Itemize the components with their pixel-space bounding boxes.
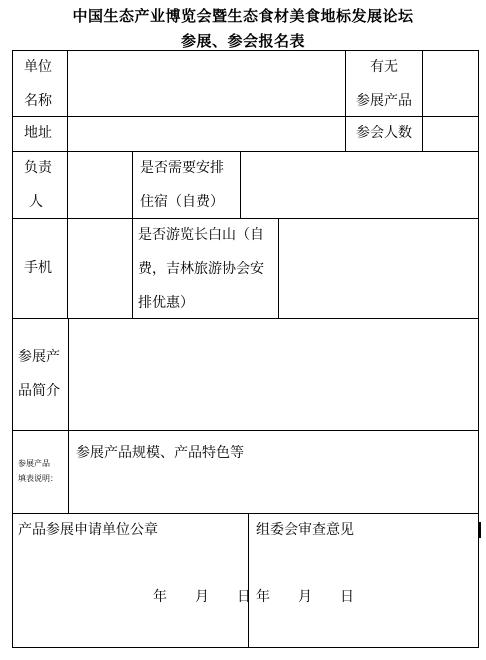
form-line	[68, 318, 69, 514]
form-line	[12, 151, 479, 152]
form-line	[67, 50, 68, 319]
form-line	[12, 50, 13, 648]
committee-review-date: 年 月 日	[256, 589, 354, 605]
applicant-seal-label: 产品参展申请单位公章	[18, 522, 158, 538]
form-line	[12, 430, 479, 431]
unit-name-label: 单位 名称	[24, 59, 52, 109]
lodging-label: 是否需要安排 住宿（自费）	[140, 160, 224, 210]
form-line	[478, 50, 479, 648]
attendees-label: 参会人数	[356, 125, 412, 141]
form-line	[479, 522, 481, 538]
address-label: 地址	[24, 125, 52, 141]
product-intro-label: 参展产 品简介	[18, 349, 60, 399]
fill-instructions-text: 参展产品规模、产品特色等	[76, 445, 244, 461]
form-line	[132, 151, 133, 319]
form-line	[12, 647, 479, 648]
title-line-2: 参展、参会报名表	[180, 32, 305, 50]
tour-label: 是否游览长白山（自 费，吉林旅游协会安 排优惠）	[138, 227, 264, 311]
form-line	[278, 218, 279, 319]
applicant-seal-date: 年 月 日	[153, 589, 251, 605]
title-line-1: 中国生态产业博览会暨生态食材美食地标发展论坛	[72, 7, 414, 25]
phone-label: 手机	[24, 260, 52, 276]
person-in-charge-label: 负责 人	[24, 160, 52, 210]
committee-review-label: 组委会审查意见	[256, 522, 354, 538]
fill-instructions-label: 参展产品 填表说明：	[18, 459, 58, 483]
has-product-label: 有无 参展产品	[356, 59, 412, 109]
form-line	[240, 151, 241, 219]
